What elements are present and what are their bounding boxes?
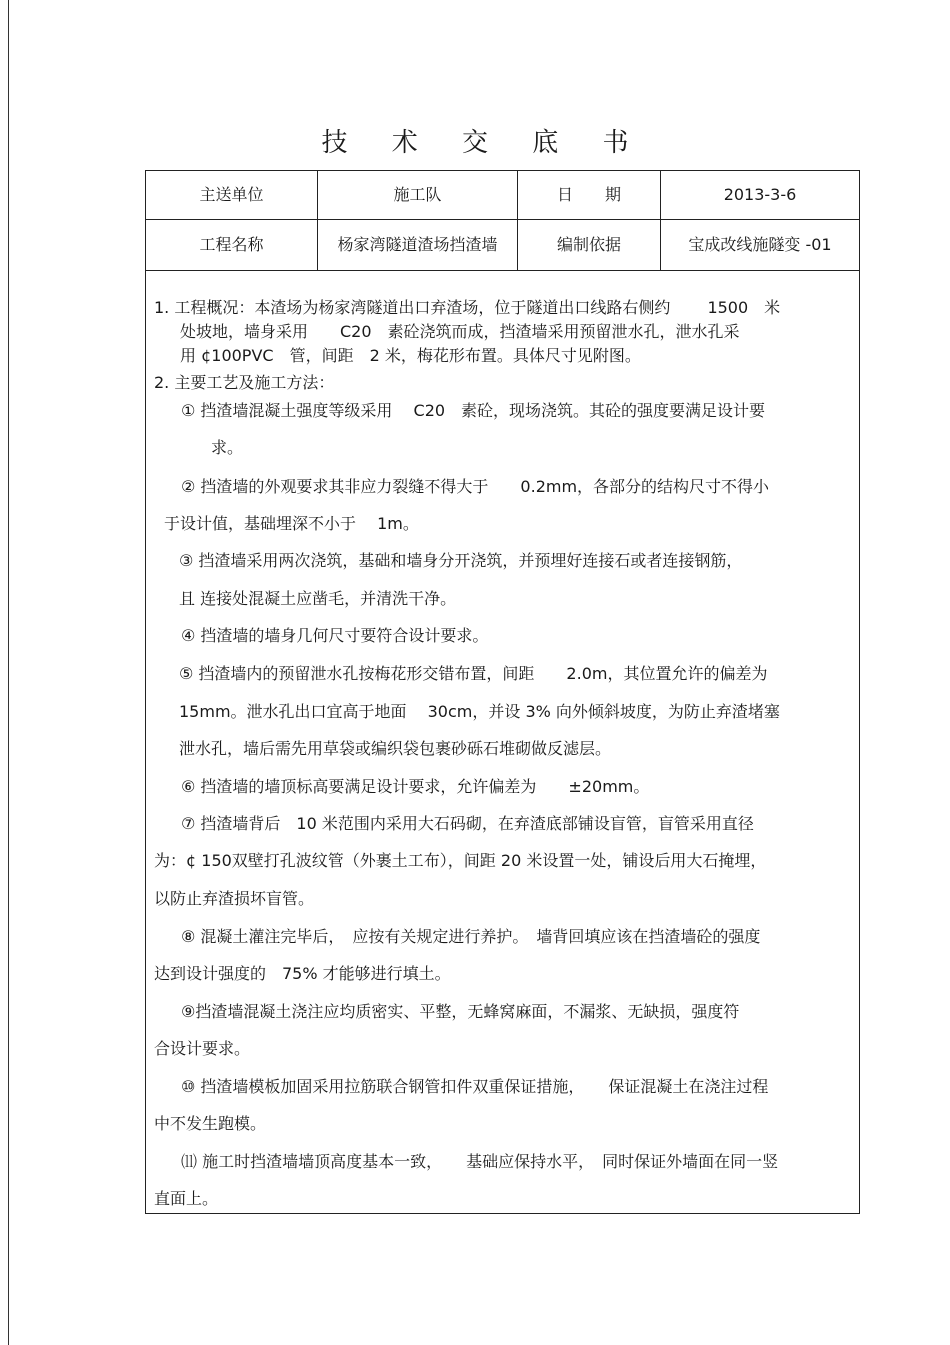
basis-label: 编制依据 xyxy=(518,220,661,270)
body-line: 以防止弃渣损坏盲管。 xyxy=(154,889,315,908)
body-line: ⑥ 挡渣墙的墙顶标高要满足设计要求，允许偏差为 ±20mm。 xyxy=(181,777,650,796)
body-line: ⑦ 挡渣墙背后 10 米范围内采用大石码砌，在弃渣底部铺设盲管，盲管采用直径 xyxy=(181,814,754,833)
body-line: 直面上。 xyxy=(154,1189,219,1208)
body-line: 为：¢ 150双壁打孔波纹管（外裹土工布），间距 20 米设置一处，铺设后用大石掩埋， xyxy=(154,851,767,870)
header-row-1 xyxy=(146,171,859,220)
body-line: ⑧ 混凝土灌注完毕后， 应按有关规定进行养护。 墙背回填应该在挡渣墙砼的强度 xyxy=(181,927,761,946)
basis-value: 宝成改线施隧变 -01 xyxy=(688,235,832,254)
body-line: ③ 挡渣墙采用两次浇筑，基础和墙身分开浇筑，并预埋好连接石或者连接钢筋， xyxy=(179,551,743,570)
body-line: ① 挡渣墙混凝土强度等级采用 C20 素砼，现场浇筑。其砼的强度要满足设计要 xyxy=(181,401,766,420)
left-margin-line xyxy=(8,0,9,1345)
body-line: ⑨挡渣墙混凝土浇注应均质密实、平整，无蜂窝麻面，不漏浆、无缺损，强度符 xyxy=(181,1002,740,1021)
project-value: 杨家湾隧道渣场挡渣墙 xyxy=(337,235,498,254)
body-line: 1. 工程概况：本渣场为杨家湾隧道出口弃渣场，位于隧道出口线路右侧约 1500 米 xyxy=(154,298,781,317)
send-unit-label: 主送单位 xyxy=(146,171,318,219)
body-line: ② 挡渣墙的外观要求其非应力裂缝不得大于 0.2mm，各部分的结构尺寸不得小 xyxy=(181,477,770,496)
body-line: 中不发生跑模。 xyxy=(154,1114,267,1133)
date-label: 日 期 xyxy=(518,171,661,219)
body-line: ⑩ 挡渣墙模板加固采用拉筋联合钢管扣件双重保证措施， 保证混凝土在浇注过程 xyxy=(181,1077,769,1096)
body-line: 泄水孔，墙后需先用草袋或编织袋包裹砂砾石堆砌做反滤层。 xyxy=(179,739,612,758)
body-line: 达到设计强度的 75% 才能够进行填土。 xyxy=(154,964,451,983)
body-line: 用 ¢100PVC 管，间距 2 米，梅花形布置。具体尺寸见附图。 xyxy=(180,346,641,365)
body-line: 且 连接处混凝土应凿毛，并清洗干净。 xyxy=(179,589,457,608)
body-line: 15mm。泄水孔出口宜高于地面 30cm，并设 3% 向外倾斜坡度，为防止弃渣堵塞 xyxy=(179,702,780,721)
body-line: 求。 xyxy=(211,438,244,457)
send-unit-value: 施工队 xyxy=(318,171,518,219)
body-line: 2. 主要工艺及施工方法： xyxy=(154,373,335,392)
body-line: ⑾ 施工时挡渣墙墙顶高度基本一致， 基础应保持水平， 同时保证外墙面在同一竖 xyxy=(181,1152,779,1171)
body-line: 于设计值，基础埋深不小于 1m。 xyxy=(164,514,419,533)
body-line: ⑤ 挡渣墙内的预留泄水孔按梅花形交错布置，间距 2.0m，其位置允许的偏差为 xyxy=(179,664,768,683)
document-title: 技 术 交 底 书 xyxy=(321,128,647,158)
body-line: 处坡地，墙身采用 C20 素砼浇筑而成，挡渣墙采用预留泄水孔，泄水孔采 xyxy=(180,322,740,341)
body-line: ④ 挡渣墙的墙身几何尺寸要符合设计要求。 xyxy=(181,626,489,645)
disclosure-form xyxy=(145,170,860,1214)
header-row-2 xyxy=(146,220,859,271)
project-value-cell xyxy=(318,220,518,270)
body-line: 合设计要求。 xyxy=(154,1039,251,1058)
project-label: 工程名称 xyxy=(146,220,318,270)
date-value: 2013-3-6 xyxy=(723,185,797,204)
